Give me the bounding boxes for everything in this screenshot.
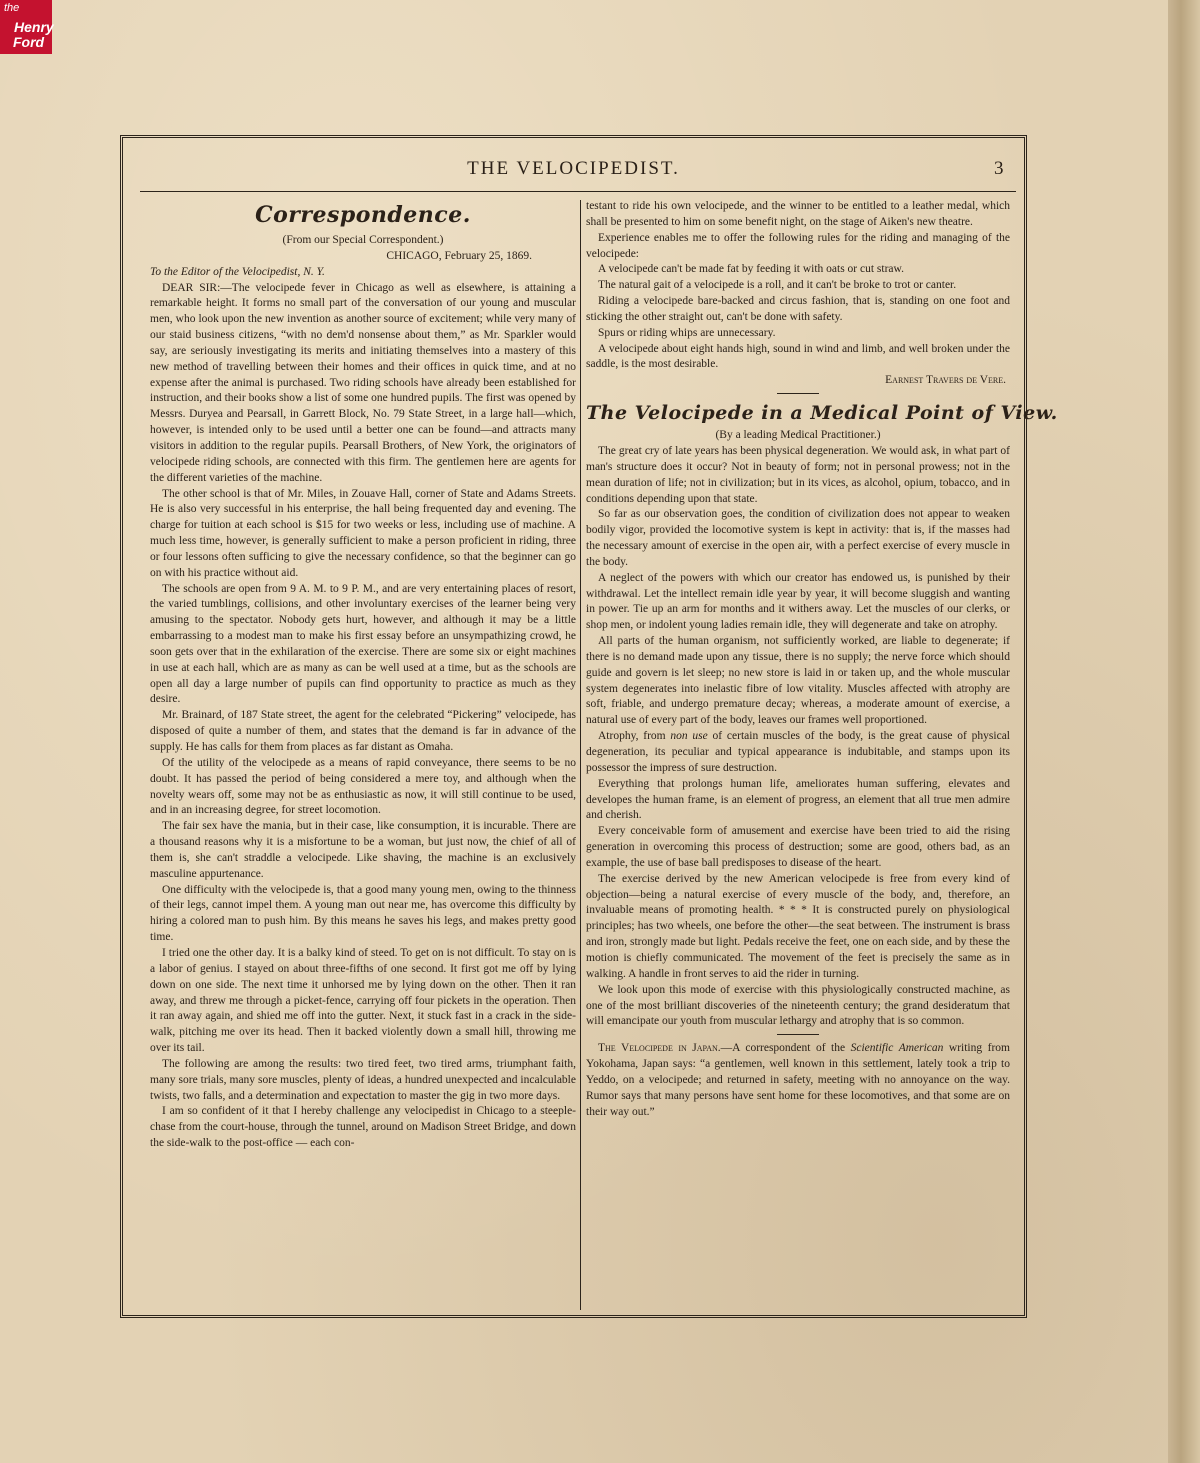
- article-paragraph: DEAR SIR:—The velocipede fever in Chicago as well as elsewhere, is attaining a remarkable height. It forms no small part of the conversation of our young and muscular men, who look upon the new invention as another source of excitement; while very many of our staid business citizens, “with no dem'd nonsense about them,” as Mr. Sparkler would say, are seriously investigating its merits and initiating themselves into a mastery of this new method of travelling between their homes and their offices in quick time, and at no expense after the animal is purchased. Two riding schools have already been established for instruction, and their books show a list of some one hundred pupils. The first was opened by Messrs. Duryea and Pearsall, in Garrett Block, No. 79 State Street, in a large hall—which, however, is intended only to be used until a better one can be found—and attracts many visitors in addition to the regular pupils. Pearsall Brothers, of New York, the originators of velocipede riding schools, are connected with this firm. The gentlemen here are agents for the different varieties of the machine.: [150, 281, 576, 484]
- medical-byline: (By a leading Medical Practitioner.): [715, 429, 881, 442]
- article-paragraph: I tried one the other day. It is a balky kind of steed. To get on is not difficult. To stay on is a labor of genius. I stayed on about three-fifths of one second. It first got me off by lying down on one side. The next time it unhorsed me by lying down on the other. Then it ran away, and threw me through a picket-fence, carrying off four pickets in the operation. Then it ran away again, and shied me off into the gutter. Next, it stuck fast in a crack in the side-walk, pitching me over its head. Then it backed violently down a small hill, throwing me over its tail.: [150, 946, 576, 1055]
- article-paragraph: All parts of the human organism, not sufficiently worked, are liable to degenerate; if there is no demand made upon any tissue, there is no supply; the nerve force which should guide and govern is let sleep; no new store is laid in or taken up, and the whole muscular system degenerates into inelastic fibre of low vitality. Muscles affected with atrophy are soft, friable, and undergo premature decay; whereas, a moderate amount of exercise, a natural use of every part of the body, leaves our frames well proportioned.: [586, 635, 1010, 727]
- riding-rule: Spurs or riding whips are unnecessary.: [598, 326, 776, 339]
- article-paragraph: The schools are open from 9 A. M. to 9 P. M., and are very entertaining places of resort, the varied tumblings, collisions, and other involuntary exercises of the learner being very amusing to the spectator. Nobody gets hurt, however, and although it may be a little embarrassing to a modest man to make his first essay before an unsympathizing crowd, he soon gets over that in the exhilaration of the exercise. There are some six or eight machines in use at each hall, which are as many as can be well used at a time, but as the schools are open all day a large number of pupils can find opportunity to practice as much as they desire.: [150, 582, 576, 706]
- article-paragraph: I am so confident of it that I hereby challenge any velocipedist in Chicago to a steeple-chase from the court-house, through the tunnel, around on Madison Street Bridge, and down the side-walk to the post-office — each con-: [150, 1105, 576, 1150]
- henry-ford-logo: the Henry Ford: [0, 0, 52, 54]
- section-divider: [777, 1034, 819, 1035]
- article-paragraph: One difficulty with the velocipede is, that a good many young men, owing to the thinness of their legs, cannot impel them. A young man out near me, has overcome this difficulty by hiring a colored man to push him. By this means he saves his legs, and makes pretty good time.: [150, 883, 576, 944]
- riding-rule: A velocipede can't be made fat by feeding it with oats or cut straw.: [598, 263, 904, 276]
- article-paragraph: Every conceivable form of amusement and exercise have been tried to aid the rising generation in overcoming this process of destruction; some are good, others bad, as an example, the use of base ball predisposes to disease of the heart.: [586, 825, 1010, 869]
- article-paragraph: The other school is that of Mr. Miles, in Zouave Hall, corner of State and Adams Streets. He is also very successful in his enterprise, the hall being frequented day and evening. The charge for tuition at each school is $15 for two weeks or less, including use of machine. A much less time, however, is generally sufficient to make a person proficient in riding, three or four lessons often sufficing to give the necessary confidence, so that the beginner can go on with his practice without aid.: [150, 487, 576, 579]
- section-heading-medical: The Velocipede in a Medical Point of View.: [586, 402, 1058, 425]
- right-column: [586, 199, 1058, 1120]
- article-paragraph: So far as our observation goes, the condition of civilization does not appear to weaken bodily vigor, provided the locomotive system is kept in activity: that is, if the masses had the necessary amount of exercise in the open air, with a perfect exercise of every muscle in the body.: [586, 508, 1010, 568]
- section-heading-correspondence: Correspondence.: [255, 202, 471, 228]
- article-paragraph: We look upon this mode of exercise with this physiologically constructed machine, as one of the most brilliant discoveries of the nineteenth century; the grand desideratum that will emancipate our youth from muscular lethargy and atrophy that is so common.: [586, 983, 1010, 1028]
- article-paragraph: The exercise derived by the new American velocipede is free from every kind of objection—being a natural exercise of every muscle of the body, and, therefore, an invaluable means of promoting health. * * * It is constructed purely on physiological principles; has two wheels, one before the other—the seat between. The instrument is brass and iron, strongly made but light. Pedals receive the feet, one on each side, and by these the motion is chiefly communicated. The movement of the feet is precisely the same as in walking. A handle in front serves to aid the rider in turning.: [586, 872, 1010, 980]
- letter-signature: Earnest Travers de Vere.: [885, 374, 1006, 387]
- article-paragraph: The fair sex have the mania, but in their case, like consumption, it is incurable. There are a thousand reasons why it is a misfortune to be a woman, but just now, the chief of all of them is, she can't straddle a velocipede. Like shaving, the machine is an exclusively masculine appurtenance.: [150, 820, 576, 880]
- article-paragraph: The great cry of late years has been physical degeneration. We would ask, in what part of man's structure does it occur? Not in beauty of form; not in personal prowess; not in the mean duration of life; not in civilization; but in its vices, as alcohol, opium, tobacco, and in conditions depending upon that state.: [586, 444, 1010, 505]
- addressee: To the Editor of the Velocipedist, N. Y.: [150, 265, 325, 278]
- article-paragraph: testant to ride his own velocipede, and the winner to be entitled to a leather medal, which shall be presented to him on some benefit night, on the stage of Aiken's new theatre.: [586, 200, 1010, 228]
- left-column: [150, 199, 576, 1152]
- article-paragraph: Atrophy, from non use of certain muscles of the body, is the great cause of physical degeneration, its peculiar and typical appearance is indubitable, and stamps upon its possessor the impress of sure destruction.: [586, 730, 1010, 774]
- header-rule: [140, 191, 1016, 192]
- riding-rule: Riding a velocipede bare-backed and circus fashion, that is, standing on one foot and sticking the other straight out, can't be done with safety.: [586, 295, 1010, 323]
- dateline: CHICAGO, February 25, 1869.: [386, 249, 532, 262]
- article-paragraph: Experience enables me to offer the following rules for the riding and managing of the velocipede:: [586, 231, 1010, 260]
- article-paragraph: A neglect of the powers with which our creator has endowed us, is punished by their withdrawal. Let the intellect remain idle year by year, it will become sluggish and wanting in power. Tie up an arm for months and it withers away. Let the muscles of our clerks, or shop men, or indolent young ladies remain idle, they will degenerate and take on atrophy.: [586, 571, 1010, 632]
- japan-paragraph: The Velocipede in Japan.—A correspondent of the Scientific American writing from Yokohama, Japan says: “a gentlemen, well known in this settlement, lately took a trip to Yeddo, on a velocipede; and returned in safety, meeting with no annoyance on the way. Rumor says that many persons have sent home for these locomotives, and that some are on their way out.”: [586, 1042, 1010, 1118]
- masthead-title: THE VELOCIPEDIST.: [467, 158, 680, 179]
- next-page-edge: [1168, 0, 1200, 1463]
- page-number: 3: [994, 158, 1004, 179]
- riding-rule: The natural gait of a velocipede is a roll, and it can't be broke to trot or canter.: [598, 279, 957, 292]
- section-divider: [777, 393, 819, 394]
- japan-title: The Velocipede in Japan.: [598, 1042, 721, 1055]
- article-paragraph: Mr. Brainard, of 187 State street, the agent for the celebrated “Pickering” velocipede, has disposed of quite a number of them, and states that the demand is far in advance of the supply. He has calls for them from places as far distant as Omaha.: [150, 709, 576, 753]
- article-paragraph: Of the utility of the velocipede as a means of rapid conveyance, there seems to be no doubt. It has passed the period of being considered a mere toy, and although when the novelty wears off, some may not be as enthusiastic as now, it will still continue to be used, and in an increasing degree, for street locomotion.: [150, 756, 576, 817]
- article-paragraph: Everything that prolongs human life, ameliorates human suffering, elevates and developes the human frame, is an element of progress, an element that all true men admire and cherish.: [586, 777, 1010, 822]
- salutation: DEAR SIR: [162, 281, 218, 294]
- column-rule: [580, 200, 581, 1310]
- article-paragraph: The following are among the results: two tired feet, two tired arms, triumphant faith, many sore trials, many sore muscles, plenty of ideas, a hundred unexpected and incalculable twists, two falls, and a determination and expectation to master the gig in two more days.: [150, 1057, 576, 1102]
- correspondent-note: (From our Special Correspondent.): [282, 234, 444, 246]
- riding-rule: A velocipede about eight hands high, sound in wind and limb, and well broken under the saddle, is the most desirable.: [586, 342, 1010, 371]
